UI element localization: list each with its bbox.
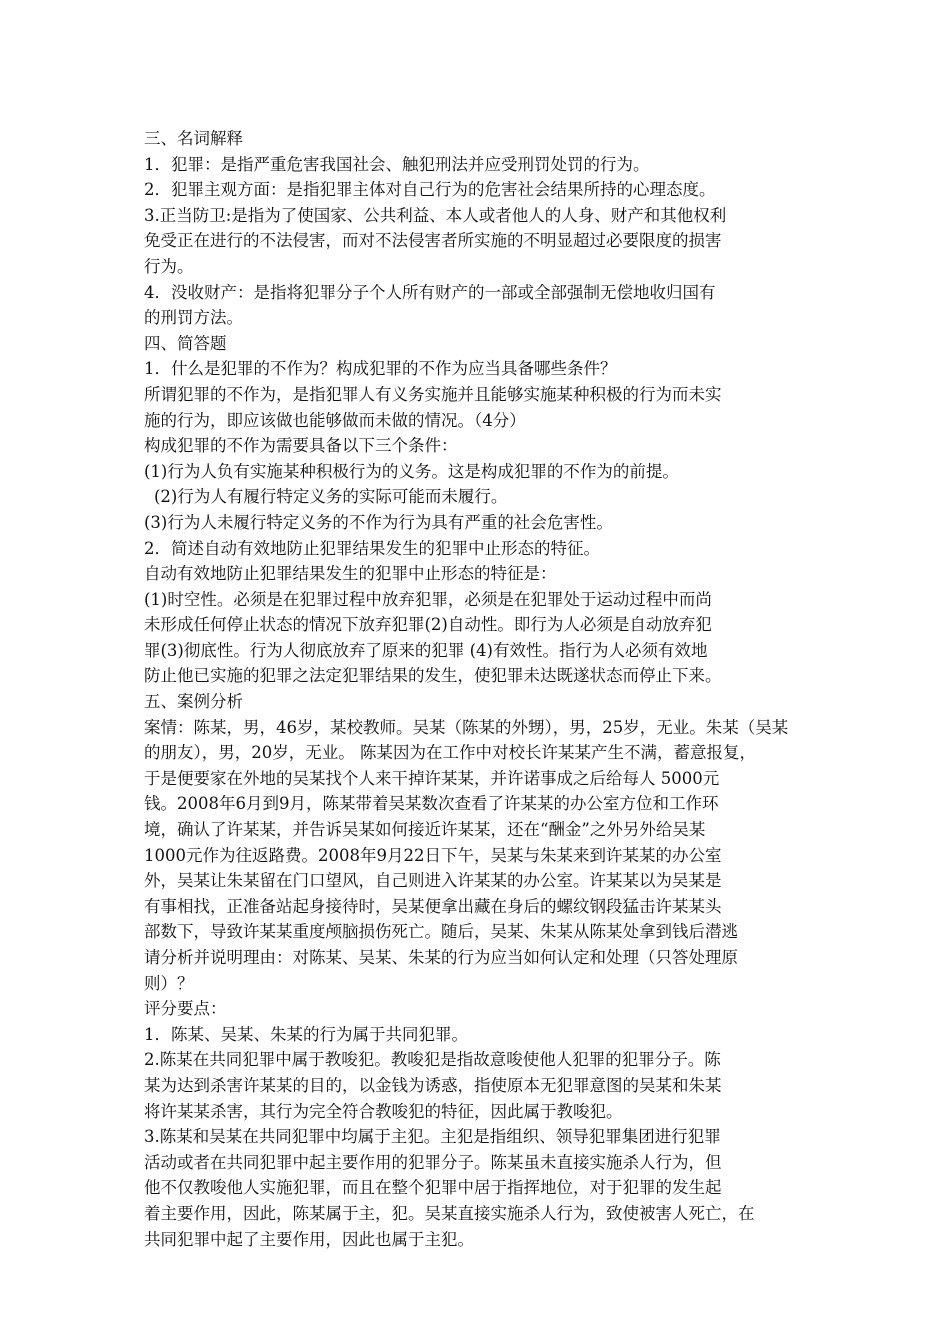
case-facts-line: 钱。2008年6月到9月，陈某带着吴某数次查看了许某某的办公室方位和工作环 [144,794,719,814]
paragraph-line: 施的行为，即应该做也能够做而未做的情况。（4分） [144,410,526,430]
paragraph-line: (1)时空性。必须是在犯罪过程中放弃犯罪，必须是在犯罪处于运动过程中而尚 [144,589,712,609]
case-question-line: 则）？ [144,973,194,993]
section-heading-short-answer: 四、简答题 [144,333,227,353]
scoring-point-1: 1．陈某、吴某、朱某的行为属于共同犯罪。 [144,1024,468,1044]
paragraph-line: 着主要作用，因此，陈某属于主，犯。吴某直接实施杀人行为，致使被害人死亡，在 [144,1203,755,1223]
paragraph-line: 自动有效地防止犯罪结果发生的犯罪中止形态的特征是： [144,564,557,584]
scoring-point-2: 2.陈某在共同犯罪中属于教唆犯。教唆犯是指故意唆使他人犯罪的犯罪分子。陈 [144,1050,721,1070]
paragraph-line: 他不仅教唆他人实施犯罪，而且在整个犯罪中居于指挥地位，对于犯罪的发生起 [144,1178,722,1198]
case-question-line: 请分析并说明理由：对陈某、吴某、朱某的行为应当如何认定和处理（只答处理原 [144,948,738,967]
case-facts-line: 案情：陈某，男，46岁，某校教师。吴某（陈某的外甥），男，25岁，无业。朱某（吴某 [144,717,789,737]
paragraph-line: 的刑罚方法。 [144,308,243,328]
case-facts-line: 外，吴某让朱某留在门口望风，自己则进入许某某的办公室。许某某以为吴某是 [144,871,722,891]
definition-crime: 1．犯罪：是指严重危害我国社会、触犯刑法并应受刑罚处罚的行为。 [144,154,650,174]
case-facts-line: 境，确认了许某某，并告诉吴某如何接近许某某，还在“酬金”之外另外给吴某 [144,820,706,840]
paragraph-line: 所谓犯罪的不作为，是指犯罪人有义务实施并且能够实施某种积极的行为而未实 [144,384,722,404]
condition-item: (3)行为人未履行特定义务的不作为行为具有严重的社会危害性。 [144,512,613,532]
case-facts-line: 于是便要家在外地的吴某找个人来干掉许某某，并许诺事成之后给每人 5000元 [144,768,720,788]
case-facts-line: 的朋友），男，20岁，无业。 陈某因为在工作中对校长许某某产生不满，蓄意报复， [144,743,756,763]
section-heading-case-analysis: 五、案例分析 [144,692,243,712]
condition-item: (1)行为人负有实施某种积极行为的义务。这是构成犯罪的不作为的前提。 [144,461,679,481]
paragraph-line: 某为达到杀害许某某的目的，以金钱为诱惑，指使原本无犯罪意图的吴某和朱某 [144,1075,722,1095]
paragraph-line: 共同犯罪中起了主要作用，因此也属于主犯。 [144,1229,474,1249]
definition-self-defense: 3.正当防卫:是指为了使国家、公共利益、本人或者他人的人身、财产和其他权利 [144,205,727,225]
paragraph-line: 将许某某杀害，其行为完全符合教唆犯的特征，因此属于教唆犯。 [144,1101,623,1121]
definition-subjective-aspect: 2．犯罪主观方面：是指犯罪主体对自己行为的危害社会结果所持的心理态度。 [144,180,716,200]
scoring-point-3: 3.陈某和吴某在共同犯罪中均属于主犯。主犯是指组织、领导犯罪集团进行犯罪 [144,1127,721,1147]
paragraph-line: 活动或者在共同犯罪中起主要作用的犯罪分子。陈某虽未直接实施杀人行为，但 [144,1152,722,1172]
case-facts-line: 部数下，导致许某某重度颅脑损伤死亡。随后，吴某、朱某从陈某处拿到钱后潜逃 [144,922,738,942]
case-facts-line: 有事相找，正准备站起身接待时，吴某便拿出藏在身后的螺纹钢段猛击许某某头 [144,896,722,916]
condition-item: (2)行为人有履行特定义务的实际可能而未履行。 [154,487,508,507]
section-heading-definitions: 三、名词解释 [144,129,243,148]
definition-confiscation: 4．没收财产：是指将犯罪分子个人所有财产的一部或全部强制无偿地收归国有 [144,282,716,302]
paragraph-line: 未形成任何停止状态的情况下放弃犯罪(2)自动性。即行为人必须是自动放弃犯 [144,615,712,635]
scoring-points-heading: 评分要点： [144,999,227,1019]
case-facts-line: 1000元作为往返路费。2008年9月22日下午，吴某与朱某来到许某某的办公室 [144,845,722,865]
paragraph-line: 罪(3)彻底性。行为人彻底放弃了原来的犯罪 (4)有效性。指行为人必须有效地 [144,640,708,660]
document-page [144,126,814,1252]
question-2: 2．简述自动有效地防止犯罪结果发生的犯罪中止形态的特征。 [144,538,600,558]
question-1: 1．什么是犯罪的不作为？构成犯罪的不作为应当具备哪些条件？ [144,359,617,379]
paragraph-line: 免受正在进行的不法侵害，而对不法侵害者所实施的不明显超过必要限度的损害 [144,231,722,251]
paragraph-line: 防止他已实施的犯罪之法定犯罪结果的发生，使犯罪未达既遂状态而停止下来。 [144,666,722,686]
paragraph-line: 行为。 [144,256,194,276]
paragraph-line: 构成犯罪的不作为需要具备以下三个条件： [144,436,458,456]
